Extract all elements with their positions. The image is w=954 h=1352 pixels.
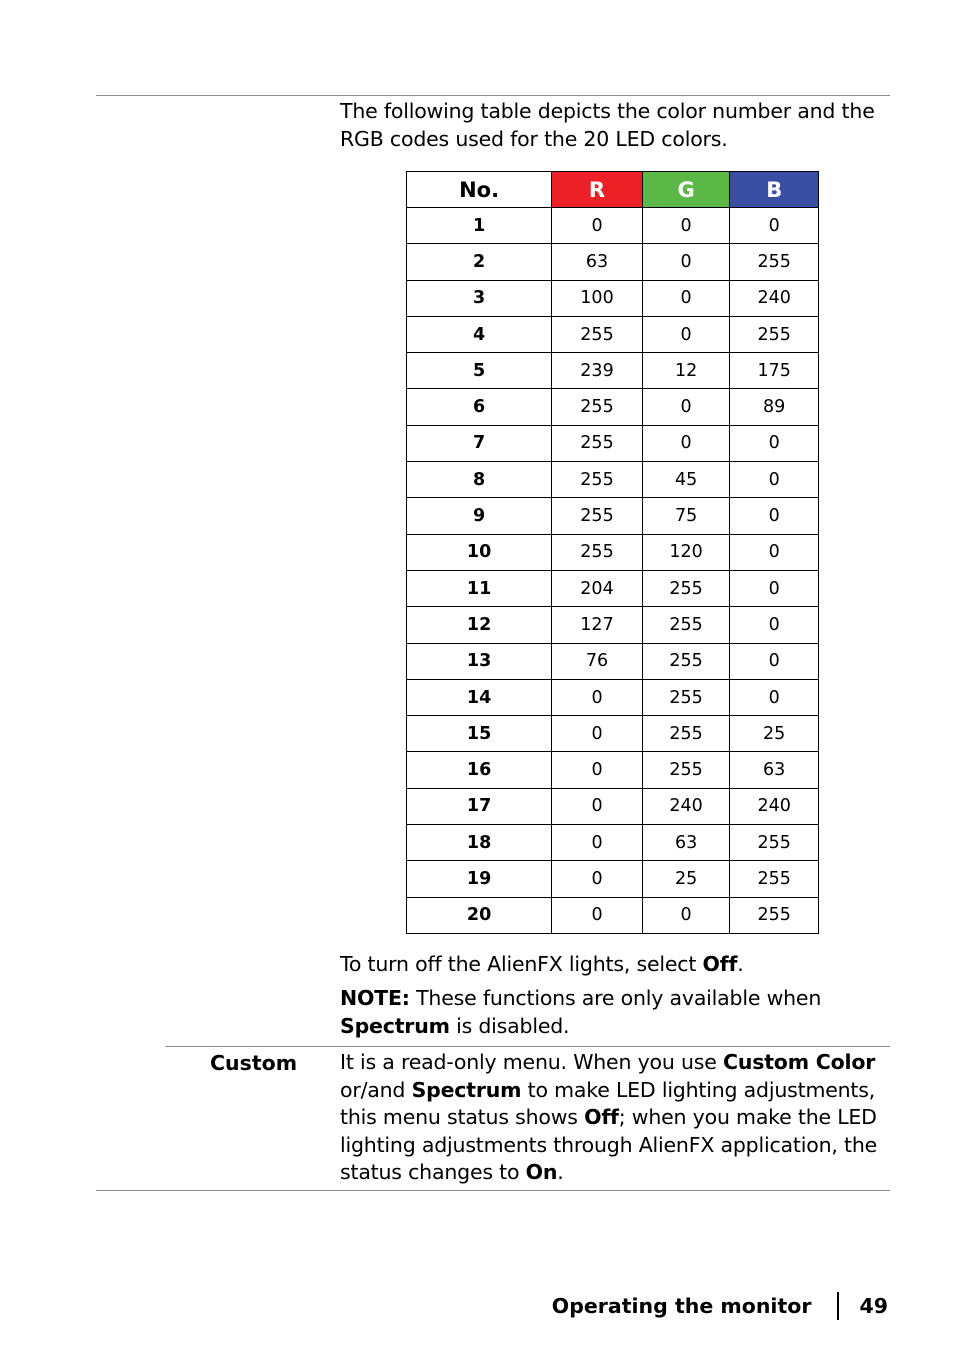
footer-page-number: 49 (859, 1294, 888, 1318)
cell-r: 0 (552, 208, 643, 244)
custom-bold-on: On (525, 1160, 558, 1184)
footer-section-title: Operating the monitor (551, 1294, 812, 1318)
cell-r: 127 (552, 607, 643, 643)
cell-g: 120 (642, 534, 730, 570)
cell-r: 255 (552, 498, 643, 534)
table-row (407, 534, 819, 570)
table-row (407, 462, 819, 498)
custom-description (340, 1049, 880, 1187)
cell-b: 0 (730, 208, 819, 244)
custom-text-2: or/and (340, 1077, 412, 1102)
table-row (407, 861, 819, 897)
off-instruction-end: . (737, 952, 744, 976)
cell-no: 1 (407, 208, 552, 244)
cell-g: 0 (642, 244, 730, 280)
cell-b: 255 (730, 825, 819, 861)
cell-no: 16 (407, 752, 552, 788)
table-header-row (407, 172, 819, 208)
cell-g: 0 (642, 316, 730, 352)
cell-r: 255 (552, 316, 643, 352)
cell-g: 255 (642, 643, 730, 679)
cell-g: 0 (642, 208, 730, 244)
page-footer (552, 1292, 888, 1320)
table-row (407, 788, 819, 824)
cell-r: 0 (552, 752, 643, 788)
custom-bold-spectrum: Spectrum (411, 1077, 522, 1102)
cell-b: 25 (730, 716, 819, 752)
off-instruction-text: To turn off the AlienFX lights, select (340, 952, 703, 976)
cell-g: 255 (642, 716, 730, 752)
cell-r: 0 (552, 788, 643, 824)
note-spectrum: Spectrum (340, 1013, 450, 1038)
cell-b: 89 (730, 389, 819, 425)
cell-no: 18 (407, 825, 552, 861)
cell-r: 63 (552, 244, 643, 280)
cell-r: 0 (552, 897, 643, 933)
cell-g: 0 (642, 897, 730, 933)
cell-r: 100 (552, 280, 643, 316)
cell-r: 0 (552, 825, 643, 861)
table-row (407, 280, 819, 316)
note-label: NOTE: (340, 986, 410, 1010)
cell-g: 12 (642, 353, 730, 389)
cell-r: 239 (552, 353, 643, 389)
cell-b: 0 (730, 570, 819, 606)
custom-label: Custom (210, 1051, 298, 1075)
table-row (407, 716, 819, 752)
cell-g: 0 (642, 280, 730, 316)
table-row (407, 244, 819, 280)
cell-no: 9 (407, 498, 552, 534)
cell-r: 76 (552, 643, 643, 679)
table-row (407, 570, 819, 606)
cell-g: 0 (642, 389, 730, 425)
table-row (407, 643, 819, 679)
led-color-table (406, 171, 819, 934)
cell-no: 15 (407, 716, 552, 752)
cell-no: 6 (407, 389, 552, 425)
cell-r: 0 (552, 716, 643, 752)
cell-g: 63 (642, 825, 730, 861)
custom-text-5: . (557, 1160, 564, 1184)
header-b: B (730, 172, 819, 208)
cell-b: 175 (730, 353, 819, 389)
cell-r: 255 (552, 534, 643, 570)
footer-separator (837, 1292, 839, 1320)
cell-g: 255 (642, 570, 730, 606)
table-row (407, 208, 819, 244)
top-rule (96, 95, 890, 96)
cell-no: 20 (407, 897, 552, 933)
table-row (407, 897, 819, 933)
note-text-end: is disabled. (449, 1013, 570, 1038)
cell-g: 255 (642, 679, 730, 715)
custom-text-3: to make LED lighting adjustments, this menu status shows (340, 1077, 876, 1129)
intro-paragraph: The following table depicts the color number and the RGB codes used for the 20 LED colors. (340, 99, 875, 151)
off-instruction (340, 951, 880, 979)
cell-b: 240 (730, 788, 819, 824)
custom-bold-custom-color: Custom Color (722, 1050, 876, 1074)
cell-b: 0 (730, 643, 819, 679)
cell-no: 5 (407, 353, 552, 389)
cell-r: 255 (552, 389, 643, 425)
cell-no: 13 (407, 643, 552, 679)
table-row (407, 825, 819, 861)
cell-b: 63 (730, 752, 819, 788)
table-row (407, 425, 819, 461)
cell-no: 11 (407, 570, 552, 606)
header-g: G (642, 172, 730, 208)
note-paragraph (340, 985, 880, 1040)
header-no: No. (407, 172, 552, 208)
cell-no: 7 (407, 425, 552, 461)
table-row (407, 679, 819, 715)
cell-r: 255 (552, 462, 643, 498)
custom-text-1: It is a read-only menu. When you use (340, 1050, 723, 1074)
cell-no: 17 (407, 788, 552, 824)
cell-g: 45 (642, 462, 730, 498)
cell-no: 2 (407, 244, 552, 280)
cell-r: 0 (552, 861, 643, 897)
cell-b: 0 (730, 425, 819, 461)
cell-g: 0 (642, 425, 730, 461)
custom-text-4: ; when you make the LED lighting adjustments through AlienFX application, the status changes to (340, 1105, 878, 1184)
custom-bold-off: Off (584, 1105, 619, 1129)
custom-row-top-rule (165, 1046, 890, 1047)
cell-r: 255 (552, 425, 643, 461)
cell-no: 19 (407, 861, 552, 897)
off-keyword: Off (702, 952, 738, 976)
table-row (407, 607, 819, 643)
header-r: R (552, 172, 643, 208)
cell-r: 204 (552, 570, 643, 606)
cell-r: 0 (552, 679, 643, 715)
note-text: These functions are only available when (409, 986, 822, 1010)
cell-no: 12 (407, 607, 552, 643)
cell-g: 75 (642, 498, 730, 534)
cell-b: 0 (730, 607, 819, 643)
cell-g: 240 (642, 788, 730, 824)
cell-b: 255 (730, 861, 819, 897)
cell-b: 0 (730, 679, 819, 715)
cell-b: 255 (730, 897, 819, 933)
cell-b: 0 (730, 534, 819, 570)
cell-no: 14 (407, 679, 552, 715)
cell-b: 255 (730, 316, 819, 352)
cell-no: 8 (407, 462, 552, 498)
table-row (407, 316, 819, 352)
table-row (407, 752, 819, 788)
bottom-rule (96, 1190, 890, 1191)
table-row (407, 353, 819, 389)
table-row (407, 498, 819, 534)
cell-g: 255 (642, 752, 730, 788)
table-row (407, 389, 819, 425)
cell-no: 4 (407, 316, 552, 352)
cell-g: 255 (642, 607, 730, 643)
cell-no: 3 (407, 280, 552, 316)
cell-b: 0 (730, 462, 819, 498)
cell-b: 255 (730, 244, 819, 280)
cell-no: 10 (407, 534, 552, 570)
cell-b: 0 (730, 498, 819, 534)
cell-g: 25 (642, 861, 730, 897)
cell-b: 240 (730, 280, 819, 316)
